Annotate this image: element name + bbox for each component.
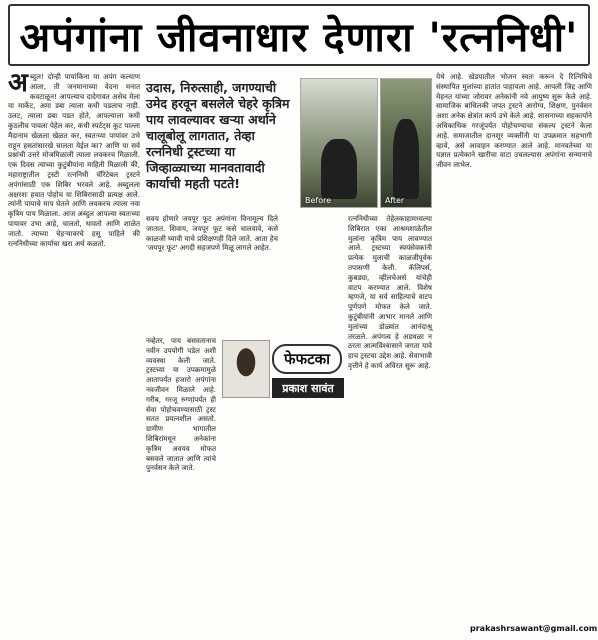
photo-before-caption: Before [305, 196, 332, 205]
photo-before [300, 78, 378, 208]
pull-quote: उदास, निरुत्साही, जगण्याची उमेद हरवून बसलेले चेहरे कृत्रिम पाय लावल्यावर खऱ्या अर्थाने चालूबोलू लागतात, तेव्हा रत्ननिधी ट्रस्टच्या या जिव्हाळ्याच्या मानवतावादी कार्याची महती पटते! [146, 80, 294, 191]
column-author: प्रकाश सावंत [272, 378, 344, 398]
dropcap: अ [8, 68, 28, 98]
photo-after-caption: After [385, 196, 405, 205]
article-column-1 [8, 68, 143, 638]
column-1-text: ब्दुल! दोन्ही पायांकिना या अपंग कल्याण आला, ती जनमानाच्या वेदना मनात कवटाळून! आपल्याच दादेगावत असेच मेला या मार्केट, अमा डबा त्याला कधी पडलाच नाही. उलट, त्याला डबा पडत होते, आपल्याला कधी कुठलीच पावला पेहेल कर, कधी स्पर्टट्स कूट पाल्ला मैदानाम खेळला खेळत कर, स्वतःच्या पायांवर उभे राहून हसतांसारखे चालता येईल का? आणि या सर्व प्रश्नांची उत्तरे मोजमिळाली त्याला लवकरच मिळाली. एक दिवस त्याच्या कुटुंबीयांना माहिती मिळाली की, महाराष्ट्रातील ट्रस्टी रत्ननिधी चॅरिटेबल ट्रस्टने अपंगांसाठी एक शिबिर भरवले आहे. अब्दुलला अक्षरशः हवात पोहोच या शिबिरासाठी प्रत्यक्ष आले. त्यांनी पायाचे माप घेतले आणि लवकरच त्याला नवा कृत्रिम पाय मिळाला. आज अब्दुल आपल्या स्वतःच्या पायावर उभा आहे, चालतो, धावतो आणि शाळेत जातो. त्याच्या चेहऱ्यावरचे हसू पाहिले की रत्ननिधीच्या कार्याचा खरा अर्थ कळतो. [8, 72, 143, 248]
column-header [220, 340, 344, 402]
photo-after [380, 78, 432, 208]
person-figure [321, 139, 357, 199]
author-email: prakashrsawant@gmail.com [470, 624, 598, 633]
article-column-3: नव्हेतर, पाय बसवतानाच नवीन उपयोगी पडेल अशी व्यवस्था केली जाते. ट्रस्टच्या या उपक्रमामुळे आतापर्यंत हजारो अपंगांना नवजीवन मिळाले आहे. गरीब, गरजू रुग्णांपर्यंत ही सेवा पोहोचवण्यासाठी ट्रस्ट सतत प्रयत्नशील असतो. ग्रामीण भागातील शिबिरांमधून अनेकांना कृत्रिम अवयव मोफत बसवले जातात आणि त्यांचे पुनर्वसन केले जाते. [146, 336, 219, 473]
column-title: फेफटका [272, 344, 342, 374]
article-column-5: येथे आहे. खेडयातील भोजन स्वतः करून दे रित्निधिचे संस्थापित मुलांच्या हातांत पाहायला आहे. आपली जिद्द आणि मेहनत यांच्या जोरावर अनेकांनी नवे आयुष्य सुरू केले आहे. सामाजिक बांधिलकी जपत ट्रस्टने आरोग्य, शिक्षण, पुनर्वसन अशा अनेक क्षेत्रांत कार्य उभे केले आहे. शासनाच्या सहकार्याने अधिकाधिक गरजूंपर्यंत पोहोचण्याचा संकल्प ट्रस्टने केला आहे. समाजातील दानशूर व्यक्तींनी या उपक्रमात सहभागी व्हावे, असे आवाहन करण्यात आले आहे. मानवतेच्या या यज्ञात प्रत्येकाने खारीचा वाटा उचलल्यास अपंगांना सन्मानाचे जीवन लाभेल. [436, 72, 595, 170]
article-column-4: रत्ननिधीच्या तेहेलकाहामध्यल्या शिबिरात एका आश्रमशाळेतील मुलांना कृत्रिम पाय लावण्यात आले. ट्रस्टच्या स्वयंसेवकांनी प्रत्येक मुलाची काळजीपूर्वक तपासणी केली. कॅलिपर्स, कुबड्या, व्हीलचेअर्स यांचेही वाटप करण्यात आले. विशेष म्हणजे, या सर्व साहित्याचे वाटप पूर्णपणे मोफत केले जाते. कुटुंबीयांनी आभार मानले आणि मुलांच्या डोळ्यांत आनंदाश्रू तरळले. अपंगत्व हे अडथळा न ठरता आत्मविश्वासाने जगता यावे हाच ट्रस्टचा उद्देश आहे. सेवाभावी वृत्तीने हे कार्य अविरत सुरू आहे. [348, 214, 435, 370]
person-figure [393, 119, 419, 199]
article-headline: अपंगांना जीवनाधार देणारा 'रत्ननिधी' [8, 4, 590, 66]
author-photo [222, 340, 270, 398]
article-column-2: सवय होणारे जयपूर फूट अपंगांना विनामूल्य दिले जातात. शिवाय, जयपूर फूट कसे चालवावे, कसे काळजी घ्यावी याचे प्रशिक्षणही दिले जाते. आता हेच 'जयपूर फूट' अगदी सहजपणे मिळू लागले आहेत. [146, 214, 281, 253]
